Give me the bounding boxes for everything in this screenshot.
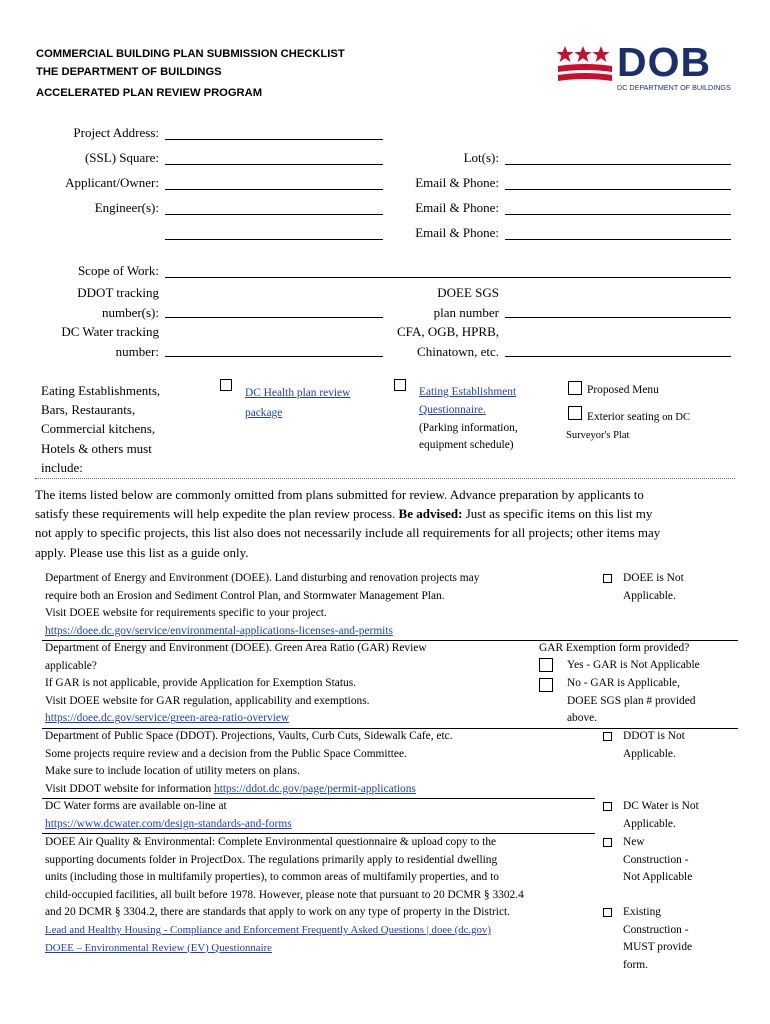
ddot-text-4: [45, 781, 453, 799]
eating-intro-4: Hotels & others must: [41, 440, 152, 456]
ddot-label-2: number(s):: [101, 304, 159, 320]
intro-paragraph: [35, 485, 660, 562]
header-line-2: THE DEPARTMENT OF BUILDINGS: [36, 66, 222, 78]
scope-label: Scope of Work:: [77, 263, 159, 278]
seating-label-1: Exterior seating: [587, 411, 660, 423]
ddot-text-1: Department of Public Space (DDOT). Projections, Vaults, Curb Cuts, Sidewalk Cafe, etc.: [45, 730, 453, 742]
ssl-square-field[interactable]: [165, 164, 383, 165]
questionnaire-note-2: equipment schedule): [419, 439, 514, 452]
scope-field[interactable]: [165, 277, 731, 278]
engineers-label: Engineer(s):: [94, 200, 159, 215]
existing-construction-4: form.: [623, 958, 648, 971]
water-na-2: Applicable.: [623, 817, 676, 830]
be-advised: Be advised:: [398, 506, 463, 522]
applicant-field[interactable]: [165, 189, 383, 190]
cfa-label: [397, 322, 499, 361]
intro-line-2: [35, 504, 660, 523]
eating-intro-1: Eating Establishments,: [41, 383, 161, 398]
intro-line-1: The items listed below are commonly omitted from plans submitted for review. Advance preparation by applicants to: [35, 487, 644, 502]
existing-construction-1: Existing: [623, 906, 661, 918]
cfa-label-2: Chinatown, etc.: [417, 343, 499, 359]
doee-label-1: DOEE SGS: [437, 285, 499, 300]
air-text-5: and 20 DCMR § 3304.2, there are standards that apply to work on any type of property in the District.: [45, 906, 511, 919]
ddot-text-4a: Visit DDOT website for information: [45, 782, 212, 795]
gar-text-1: Department of Energy and Environment (DOEE). Green Area Ratio (GAR) Review: [45, 642, 427, 654]
dob-logo: [557, 39, 731, 92]
engineers-field[interactable]: [165, 214, 383, 215]
logo-wordmark: DOB: [617, 39, 712, 85]
lots-label: Lot(s):: [463, 150, 499, 165]
health-checkbox[interactable]: [220, 379, 232, 391]
applicant-label: Applicant/Owner:: [65, 175, 159, 190]
questionnaire-link-1[interactable]: Eating Establishment: [419, 386, 517, 398]
table-row-water: [45, 798, 292, 833]
water-label-1: DC Water tracking: [61, 324, 159, 339]
air-text-2: supporting documents folder in ProjectDox. The regulations primarily apply to residential dwelling: [45, 853, 498, 866]
questionnaire-note-1: (Parking information,: [419, 421, 518, 434]
ddot-na-label: [623, 728, 685, 763]
seating-label-3: Surveyor's Plat: [566, 430, 630, 441]
table-row-doee: [45, 570, 479, 640]
seating-checkbox[interactable]: [568, 406, 582, 420]
table-row-air: [45, 834, 524, 957]
eating-intro-3: Commercial kitchens,: [41, 421, 156, 437]
dc-flag-icon: [557, 46, 619, 86]
lots-field[interactable]: [505, 164, 731, 165]
seating-label: [587, 411, 690, 423]
doee-field[interactable]: [505, 317, 731, 318]
email-phone-label-2: Email & Phone:: [415, 200, 499, 215]
lead-faq-link[interactable]: Lead and Healthy Housing - Compliance and Enforcement Frequently Asked Questions | doee (dc.gov): [45, 923, 491, 936]
existing-construction-label: [623, 904, 692, 974]
gar-link[interactable]: https://doee.dc.gov/service/green-area-ratio-overview: [45, 712, 290, 725]
eating-intro-2: Bars, Restaurants,: [41, 402, 136, 418]
doee-na-label: [623, 570, 684, 605]
new-construction-checkbox[interactable]: [603, 838, 612, 847]
questionnaire-checkbox[interactable]: [394, 379, 406, 391]
intro-line-2c: Just as specific items on this list my: [465, 506, 653, 522]
gar-yes-checkbox[interactable]: [539, 658, 553, 672]
doee-label: [434, 283, 499, 322]
ddot-field[interactable]: [165, 317, 383, 318]
menu-label: Proposed Menu: [587, 384, 659, 396]
health-link-1[interactable]: DC Health plan review: [245, 387, 351, 399]
water-link[interactable]: https://www.dcwater.com/design-standards-and-forms: [45, 817, 292, 830]
doee-text-2: require both an Erosion and Sediment Control Plan, and Stormwater Management Plan.: [45, 589, 445, 602]
doee-text-3: Visit DOEE website for requirements specific to your project.: [45, 607, 327, 620]
engineers-field-2[interactable]: [165, 239, 383, 240]
menu-checkbox[interactable]: [568, 381, 582, 395]
cfa-field[interactable]: [505, 356, 731, 357]
air-text-3: units (including those in multifamily properties), to common areas of multifamily properties, and to: [45, 871, 499, 884]
ddot-text-2: Some projects require review and a decision from the Public Space Committee.: [45, 747, 407, 760]
existing-construction-2: Construction -: [623, 923, 689, 936]
gar-question: GAR Exemption form provided?: [539, 642, 690, 654]
header-line-3: ACCELERATED PLAN REVIEW PROGRAM: [36, 87, 263, 99]
questionnaire-link-2[interactable]: Questionnaire.: [419, 403, 486, 416]
water-na-1: DC Water is Not: [623, 800, 699, 812]
gar-no-3: above.: [567, 712, 598, 725]
water-label-2: number:: [115, 343, 159, 359]
intro-line-3: not apply to specific projects, this list also does not necessarily include all requirements for all projects; other items may: [35, 525, 661, 541]
project-address-label: Project Address:: [73, 125, 159, 140]
doee-na-2: Applicable.: [623, 589, 676, 602]
email-phone-field-2[interactable]: [505, 214, 731, 215]
eating-intro: [41, 381, 160, 477]
doee-na-checkbox[interactable]: [603, 574, 612, 583]
email-phone-field-1[interactable]: [505, 189, 731, 190]
header-title: [36, 45, 345, 102]
existing-construction-3: MUST provide: [623, 941, 693, 954]
health-link[interactable]: [245, 384, 350, 423]
new-construction-1: New: [623, 836, 645, 848]
new-construction-2: Construction -: [623, 853, 689, 866]
email-phone-label-3: Email & Phone:: [415, 225, 499, 240]
seating-label-2: on DC: [662, 412, 691, 423]
ddot-text-3: Make sure to include location of utility meters on plans.: [45, 765, 300, 778]
project-address-field[interactable]: [165, 139, 383, 140]
water-na-checkbox[interactable]: [603, 802, 612, 811]
table-row-ddot: [45, 728, 453, 798]
ddot-link[interactable]: https://ddot.dc.gov/page/permit-applications: [214, 782, 416, 795]
intro-line-4: apply. Please use this list as a guide only.: [35, 544, 249, 560]
gar-text-2: applicable?: [45, 659, 97, 672]
gar-no-1: No - GAR is Applicable,: [567, 677, 680, 689]
water-label: [61, 322, 159, 361]
gar-text-3: If GAR is not applicable, provide Application for Exemption Status.: [45, 677, 356, 690]
water-field[interactable]: [165, 356, 383, 357]
gar-no-2: DOEE SGS plan # provided: [567, 694, 696, 707]
eating-intro-5: include:: [41, 459, 83, 475]
ssl-square-label: (SSL) Square:: [84, 150, 159, 165]
ev-questionnaire-link[interactable]: DOEE – Environmental Review (EV) Questionnaire: [45, 941, 272, 954]
intro-line-2a: satisfy these requirements will help expedite the plan review process.: [35, 506, 396, 522]
new-construction-label: [623, 834, 692, 887]
email-phone-field-3[interactable]: [505, 239, 731, 240]
health-link-2[interactable]: package: [245, 406, 283, 419]
gar-text-4: Visit DOEE website for GAR regulation, applicability and exemptions.: [45, 694, 370, 707]
gar-no-checkbox[interactable]: [539, 678, 553, 692]
doee-label-2: plan number: [433, 304, 499, 320]
gar-no-label: [567, 675, 695, 728]
air-text-4: child-occupied facilities, all built before 1978. However, please note that pursuant to 20 DCMR § 3302.4: [45, 888, 524, 901]
new-construction-3: Not Applicable: [623, 871, 693, 884]
email-phone-label-1: Email & Phone:: [415, 175, 499, 190]
table-row-gar: [45, 640, 427, 728]
ddot-na-checkbox[interactable]: [603, 732, 612, 741]
ddot-label: [77, 283, 159, 322]
ddot-na-1: DDOT is Not: [623, 730, 685, 742]
logo-subtitle: DC DEPARTMENT OF BUILDINGS: [617, 83, 731, 92]
gar-yes-label: Yes - GAR is Not Applicable: [567, 659, 700, 671]
cfa-label-1: CFA, OGB, HPRB,: [397, 324, 499, 339]
header-line-1: COMMERCIAL BUILDING PLAN SUBMISSION CHECKLIST: [36, 48, 345, 60]
water-na-label: [623, 798, 699, 833]
existing-construction-checkbox[interactable]: [603, 908, 612, 917]
section-divider: [35, 478, 735, 479]
doee-link[interactable]: https://doee.dc.gov/service/environmental-applications-licenses-and-permits: [45, 624, 393, 637]
doee-na-1: DOEE is Not: [623, 572, 684, 584]
ddot-na-2: Applicable.: [623, 747, 676, 760]
water-text-1: DC Water forms are available on-line at: [45, 800, 227, 812]
air-text-1: DOEE Air Quality & Environmental: Complete Environmental questionnaire & upload copy to the: [45, 836, 497, 848]
questionnaire-block: [419, 384, 518, 455]
ddot-label-1: DDOT tracking: [77, 285, 159, 300]
doee-text-1: Department of Energy and Environment (DOEE). Land disturbing and renovation projects may: [45, 572, 480, 584]
